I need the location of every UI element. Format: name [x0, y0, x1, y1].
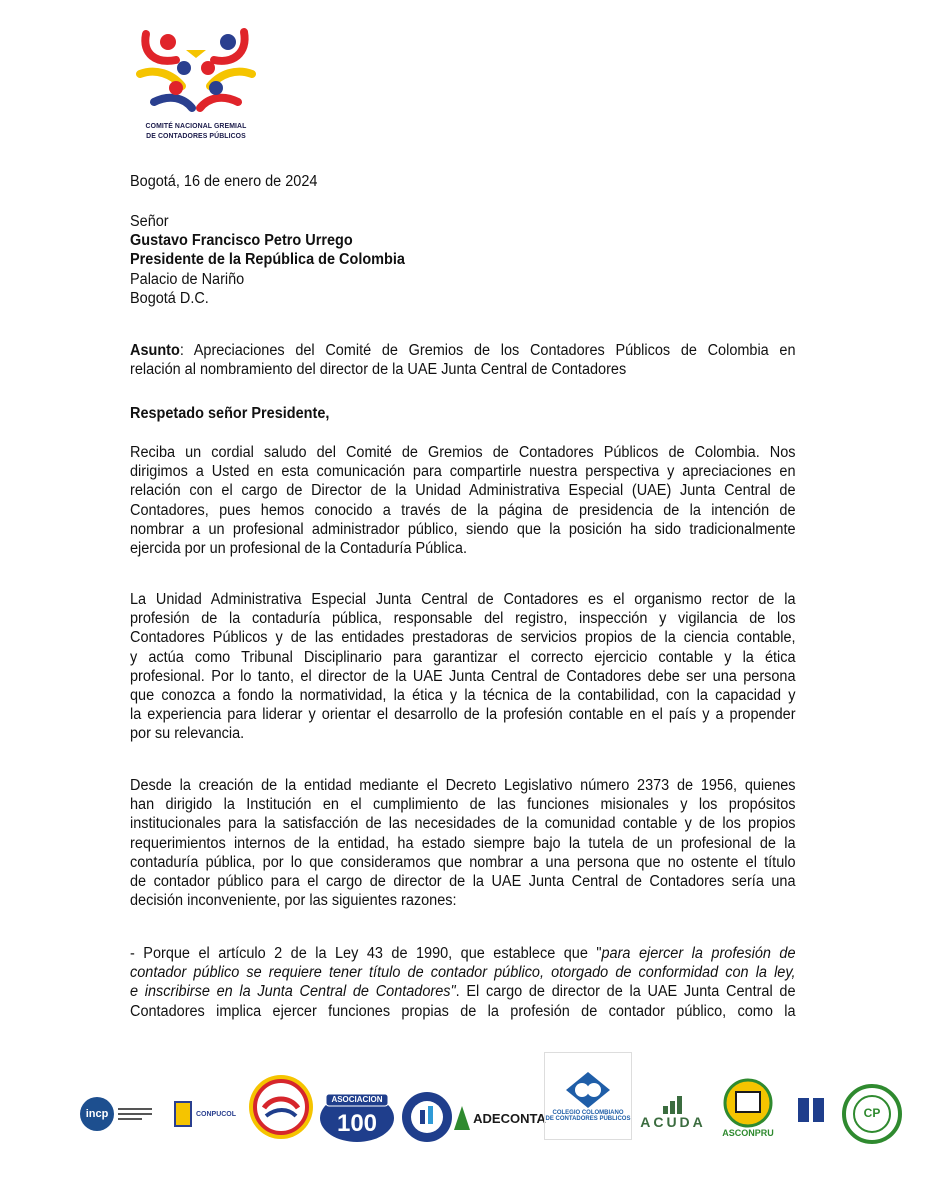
- acuda-text: ACUDA: [640, 1114, 706, 1130]
- incp-circle-icon: [80, 1097, 114, 1131]
- paragraph-4: [130, 944, 796, 1021]
- committee-logo: [136, 24, 256, 142]
- letter-date: Bogotá, 16 de enero de 2024: [130, 173, 318, 190]
- paragraph-line: Desde la creación de la entidad mediante el Decreto Legislativo número 2373 de 1956, quienes: [130, 777, 796, 794]
- asociacion-text: ASOCIACION: [331, 1095, 383, 1104]
- colegio-colombiano-text-2: DE CONTADORES PÚBLICOS: [545, 1116, 631, 1122]
- paragraph-line: dirigimos a Usted en esta comunicación para compartirle nuestra perspectiva y apreciaciones en: [130, 463, 796, 481]
- paragraph-line: requerimientos internos de la entidad, ha estado siempre bajo la tutela de un profesional de la: [130, 834, 796, 852]
- paragraph-line: relación con el cargo de Director de la Unidad Administrativa Especial (UAE) Junta Central de: [130, 482, 796, 500]
- incp-logo: [76, 1094, 156, 1134]
- paragraph-line: y actúa como Tribunal Disciplinario para garantizar el correcto ejercicio contable y la ética: [130, 648, 796, 666]
- paragraph-line: decisión inconveniente, por las siguientes razones:: [130, 892, 457, 910]
- fedecop-logo: [842, 1084, 902, 1144]
- paragraph-line: Reciba un cordial saludo del Comité de Gremios de Contadores Públicos de Colombia. Nos: [130, 444, 796, 461]
- asociacion-100-logo: [318, 1088, 396, 1144]
- conpucol-logo: [170, 1098, 240, 1130]
- paragraph-3: [130, 776, 796, 910]
- paragraph-line: que conozca a fondo la normatividad, la ética y la técnica de la contabilidad, con la capacidad y: [130, 687, 796, 705]
- asociacion-100-number: 100: [336, 1110, 378, 1137]
- fedecop-text: CP: [863, 1106, 881, 1120]
- paragraph-4-quote-2: contador público se requiere tener título de contador público, otorgado de conformidad con la ley,: [130, 964, 796, 982]
- subject-text-1: : Apreciaciones del Comité de Gremios de los Contadores Públicos de Colombia en: [179, 342, 796, 359]
- paragraph-line: la experiencia para liderar y orientar el desarrollo de la profesión contable en el país y a propender: [130, 706, 796, 724]
- subject-label: Asunto: [130, 342, 180, 359]
- acuda-chart-icon: [661, 1094, 685, 1114]
- conpucol-text: CONPUCOL: [195, 1110, 237, 1118]
- paragraph-line: Contadores Públicos y de las entidades prestadoras de servicios propios de la ciencia contable,: [130, 629, 796, 647]
- recipient-salutation: Señor: [130, 213, 169, 230]
- colegio-colombiano-cp-icon: [564, 1070, 612, 1110]
- conpucol-shield-icon: [174, 1101, 192, 1127]
- paragraph-4-quote-1: para ejercer la profesión de: [601, 945, 796, 962]
- paragraph-4-quote-3: e inscribirse en la Junta Central de Contadores": [130, 983, 456, 1001]
- colegio-colombiano-logo: [544, 1052, 632, 1140]
- paragraph-line: Contadores implica ejercer funciones propias de la profesión de contador público, como la: [130, 1002, 796, 1020]
- recipient-city: Bogotá D.C.: [130, 289, 209, 307]
- subject-block: [130, 341, 796, 379]
- recipient-block: [130, 212, 760, 308]
- recipient-name: Gustavo Francisco Petro Urrego: [130, 232, 353, 250]
- colegio-santander-seal-icon: [246, 1072, 316, 1142]
- adeconta-text: ADECONTA: [473, 1110, 546, 1126]
- colegio-contadores-seal-icon: [400, 1090, 454, 1144]
- footer-logos: [70, 1052, 910, 1152]
- paragraph-line: institucionales para la satisfacción de las necesidades de la comunidad contable y de los propios: [130, 815, 796, 833]
- asconpru-logo: [716, 1072, 780, 1144]
- greeting-text: Respetado señor Presidente,: [130, 405, 330, 422]
- asconpru-cp-icon: [723, 1078, 773, 1128]
- asconpru-text: ASCONPRU: [722, 1128, 774, 1138]
- subject-text-2: relación al nombramiento del director de la UAE Junta Central de Contadores: [130, 361, 627, 379]
- recipient-title: Presidente de la República de Colombia: [130, 251, 405, 269]
- paragraph-line: contaduría pública, por lo que consideramos que nombrar a una persona que no ostente el título: [130, 853, 796, 871]
- paragraph-line: de contador público para el cargo de director de la UAE Junta Central de Contadores sería una: [130, 873, 796, 891]
- paragraph-line: Contadores, pues hemos conocido a través de la página de presidencia de la intención de: [130, 501, 796, 519]
- colegio-santander-logo: [246, 1072, 316, 1142]
- colegio-colombiano-text-1: COLEGIO COLOMBIANO: [552, 1110, 624, 1116]
- paragraph-line: ejercida por un profesional de la Contaduría Pública.: [130, 540, 467, 558]
- paragraph-4-post: . El cargo de director de la UAE Junta Central de: [455, 983, 796, 1001]
- blue-mark-logo: [796, 1094, 826, 1126]
- acuda-logo: [630, 1084, 716, 1140]
- paragraph-line: han dirigido la Institución en el cumplimiento de las funciones misionales y los propósitos: [130, 796, 796, 814]
- paragraph-line: por su relevancia.: [130, 725, 245, 743]
- logo-line-2: DE CONTADORES PÚBLICOS: [146, 131, 246, 140]
- paragraph-line: profesión de la contaduría pública, responsable del registro, inspección y vigilancia de los: [130, 610, 796, 628]
- incp-text: incp: [85, 1108, 109, 1120]
- blue-mark-icon: [796, 1094, 826, 1126]
- committee-figures-logo-icon: [136, 24, 256, 120]
- paragraph-1: [130, 443, 796, 558]
- paragraph-4-pre: - Porque el artículo 2 de la Ley 43 de 1990, que establece que ": [130, 945, 602, 962]
- greeting: [130, 404, 760, 423]
- recipient-place: Palacio de Nariño: [130, 270, 245, 288]
- adeconta-triangle-icon: [454, 1106, 470, 1130]
- paragraph-2: [130, 590, 796, 744]
- logo-line-1: COMITÉ NACIONAL GREMIAL: [145, 121, 247, 130]
- paragraph-line: nombrar a un profesional administrador público, siendo que la posición ha sido tradicionalmente: [130, 520, 796, 538]
- colegio-contadores-seal-logo: [400, 1090, 454, 1144]
- paragraph-line: La Unidad Administrativa Especial Junta Central de Contadores es el organismo rector de la: [130, 591, 796, 608]
- adeconta-logo: [454, 1102, 546, 1134]
- paragraph-line: profesional. Por lo tanto, el director de la UAE Junta Central de Contadores debe ser una persona: [130, 667, 796, 685]
- incp-caption-lines: [118, 1105, 152, 1123]
